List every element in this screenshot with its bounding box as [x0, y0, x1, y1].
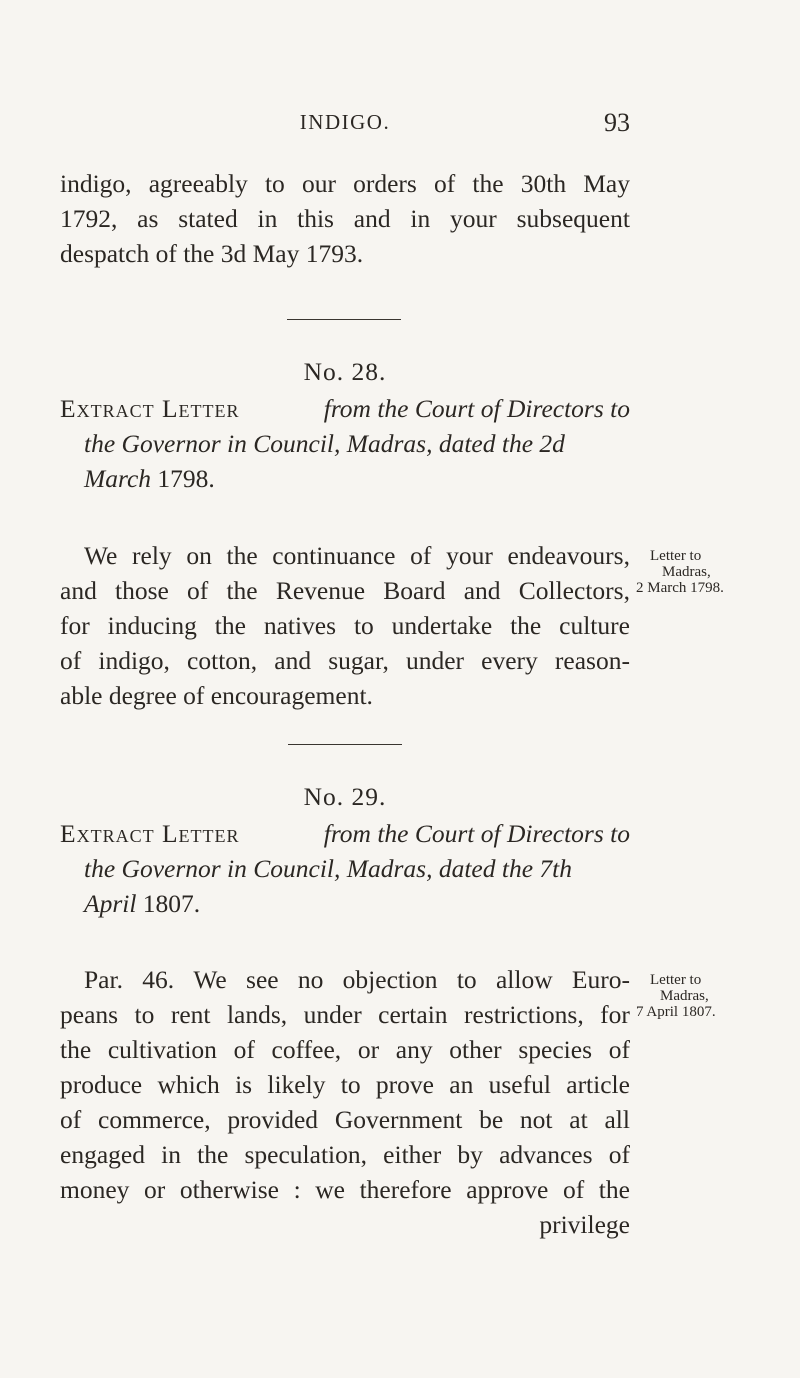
- word: lands,: [226, 1000, 288, 1029]
- heading-text: from the Court of Directors to: [323, 819, 630, 848]
- word: every: [481, 646, 538, 675]
- text-line: [60, 1102, 630, 1137]
- word: cotton,: [187, 646, 258, 675]
- word: restrictions,: [464, 1000, 584, 1029]
- word: your: [446, 541, 493, 570]
- section-divider: [288, 744, 402, 745]
- word: or: [144, 1175, 166, 1204]
- word: in: [257, 204, 278, 233]
- word: culture: [559, 611, 630, 640]
- word: of: [60, 1105, 82, 1134]
- word: the: [598, 1175, 630, 1204]
- word: the: [197, 1140, 229, 1169]
- word: provided: [227, 1105, 319, 1134]
- page-number: 93: [604, 108, 630, 137]
- word: Government: [334, 1105, 463, 1134]
- word: the: [214, 611, 246, 640]
- running-header: [60, 110, 630, 144]
- text-line: [60, 1067, 630, 1102]
- word: article: [566, 1070, 630, 1099]
- heading-lead: Extract Letter: [60, 394, 240, 423]
- word: of: [233, 1035, 255, 1064]
- margin-note-line: Letter to: [650, 972, 702, 988]
- heading-line: [60, 391, 630, 426]
- word: and: [274, 646, 312, 675]
- word: and: [60, 576, 97, 605]
- word: otherwise: [179, 1175, 279, 1204]
- word: be: [479, 1105, 504, 1134]
- heading-text: from the Court of Directors to: [323, 394, 630, 423]
- word: or: [357, 1035, 380, 1064]
- word: advances: [499, 1140, 593, 1169]
- word: cultivation: [107, 1035, 217, 1064]
- text-line: [60, 1032, 630, 1067]
- word: and: [353, 204, 391, 233]
- word: of: [608, 1035, 630, 1064]
- text-line: [60, 573, 630, 608]
- word: to: [456, 965, 477, 994]
- word: Collectors,: [518, 576, 630, 605]
- word: We: [84, 541, 118, 570]
- word: 1792,: [60, 204, 118, 233]
- word: no: [297, 965, 324, 994]
- word: any: [395, 1035, 433, 1064]
- word: the: [226, 541, 258, 570]
- document-number: No. 28.: [303, 357, 387, 386]
- heading-year: 1807.: [136, 889, 201, 918]
- document-heading: [60, 816, 630, 921]
- word: speculation,: [244, 1140, 367, 1169]
- word: We: [193, 965, 227, 994]
- word: objection: [342, 965, 438, 994]
- heading-lead: Extract Letter: [60, 819, 240, 848]
- word: not: [519, 1105, 553, 1134]
- document-number: No. 29.: [303, 782, 387, 811]
- word: natives: [263, 611, 337, 640]
- word: stated: [178, 204, 238, 233]
- word: under: [303, 1000, 362, 1029]
- word: Euro-: [571, 965, 630, 994]
- word: to: [340, 1070, 361, 1099]
- margin-note-line: Madras,: [662, 564, 711, 580]
- text-line: [60, 962, 630, 997]
- word: engaged: [60, 1140, 145, 1169]
- word: which: [157, 1070, 220, 1099]
- word: the: [472, 169, 504, 198]
- word: species: [518, 1035, 593, 1064]
- word: to: [134, 1000, 155, 1029]
- heading-line: [60, 461, 630, 496]
- word: 46.: [142, 965, 175, 994]
- text-line: [60, 1137, 630, 1172]
- word: in: [161, 1140, 181, 1169]
- word: coffee,: [271, 1035, 342, 1064]
- margin-note-line: Madras,: [660, 988, 709, 1004]
- word: 30th: [520, 169, 567, 198]
- word: allow: [495, 965, 553, 994]
- document-body: [60, 538, 630, 713]
- word: on: [186, 541, 212, 570]
- word: is: [235, 1070, 253, 1099]
- continued-paragraph: [60, 166, 630, 271]
- word: peans: [60, 1000, 119, 1029]
- word: orders: [353, 169, 417, 198]
- word: see: [246, 965, 279, 994]
- text-line: [60, 608, 630, 643]
- word: commerce,: [98, 1105, 211, 1134]
- margin-note: [636, 548, 796, 596]
- word: other: [449, 1035, 502, 1064]
- text-line: [60, 201, 630, 236]
- word: by: [457, 1140, 483, 1169]
- word: certain: [378, 1000, 448, 1029]
- word: Revenue: [275, 576, 366, 605]
- document-heading: [60, 391, 630, 496]
- text-line: [60, 1172, 630, 1207]
- word: of: [434, 169, 456, 198]
- heading-month: April: [84, 889, 137, 918]
- word: at: [569, 1105, 588, 1134]
- text-line: able degree of encouragement.: [60, 681, 373, 710]
- word: inducing: [107, 611, 197, 640]
- word: under: [405, 646, 465, 675]
- heading-line: [60, 816, 630, 851]
- word: undertake: [391, 611, 493, 640]
- text-line: [60, 538, 630, 573]
- word: for: [600, 1000, 630, 1029]
- word: for: [60, 611, 90, 640]
- text-line: [60, 997, 630, 1032]
- word: agreeably: [148, 169, 248, 198]
- word: reason-: [554, 646, 630, 675]
- word: money: [60, 1175, 130, 1204]
- word: this: [297, 204, 334, 233]
- word: indigo,: [98, 646, 170, 675]
- document-body: [60, 962, 630, 1242]
- heading-month: March: [84, 464, 152, 493]
- word: indigo,: [60, 169, 132, 198]
- word: May: [583, 169, 630, 198]
- word: prove: [375, 1070, 434, 1099]
- word: useful: [488, 1070, 551, 1099]
- text-line: [60, 166, 630, 201]
- section-divider: [287, 319, 401, 320]
- word: Par.: [84, 965, 123, 994]
- word: in: [410, 204, 431, 233]
- word: as: [137, 204, 159, 233]
- word: subsequent: [516, 204, 630, 233]
- word: all: [604, 1105, 630, 1134]
- word: rely: [132, 541, 172, 570]
- word: rent: [170, 1000, 211, 1029]
- word: and: [463, 576, 501, 605]
- word: your: [450, 204, 497, 233]
- word: :: [293, 1175, 301, 1204]
- word: the: [226, 576, 258, 605]
- word: of: [187, 576, 209, 605]
- heading-line: the Governor in Council, Madras, dated the 2d: [84, 429, 565, 458]
- heading-year: 1798.: [151, 464, 215, 493]
- heading-line: [60, 886, 630, 921]
- word: those: [115, 576, 169, 605]
- word: of: [410, 541, 432, 570]
- catchword: privilege: [539, 1210, 630, 1239]
- word: of: [60, 646, 82, 675]
- word: the: [510, 611, 542, 640]
- word: to: [353, 611, 374, 640]
- word: an: [449, 1070, 474, 1099]
- margin-note-line: 2 March 1798.: [636, 580, 724, 596]
- text-line: [60, 643, 630, 678]
- word: therefore: [359, 1175, 452, 1204]
- word: the: [60, 1035, 92, 1064]
- word: produce: [60, 1070, 143, 1099]
- word: we: [315, 1175, 345, 1204]
- word: to: [264, 169, 285, 198]
- text-line: despatch of the 3d May 1793.: [60, 239, 364, 268]
- word: approve: [466, 1175, 549, 1204]
- word: likely: [267, 1070, 326, 1099]
- margin-note: [636, 972, 796, 1020]
- margin-note-line: 7 April 1807.: [636, 1004, 716, 1020]
- word: our: [301, 169, 336, 198]
- word: endeavours,: [507, 541, 630, 570]
- word: sugar,: [328, 646, 389, 675]
- word: continuance: [272, 541, 396, 570]
- margin-note-line: Letter to: [650, 548, 702, 564]
- running-title: INDIGO.: [299, 110, 391, 134]
- heading-line: the Governor in Council, Madras, dated the 7th: [84, 854, 572, 883]
- word: of: [608, 1140, 630, 1169]
- word: of: [562, 1175, 585, 1204]
- word: Board: [383, 576, 446, 605]
- word: either: [383, 1140, 442, 1169]
